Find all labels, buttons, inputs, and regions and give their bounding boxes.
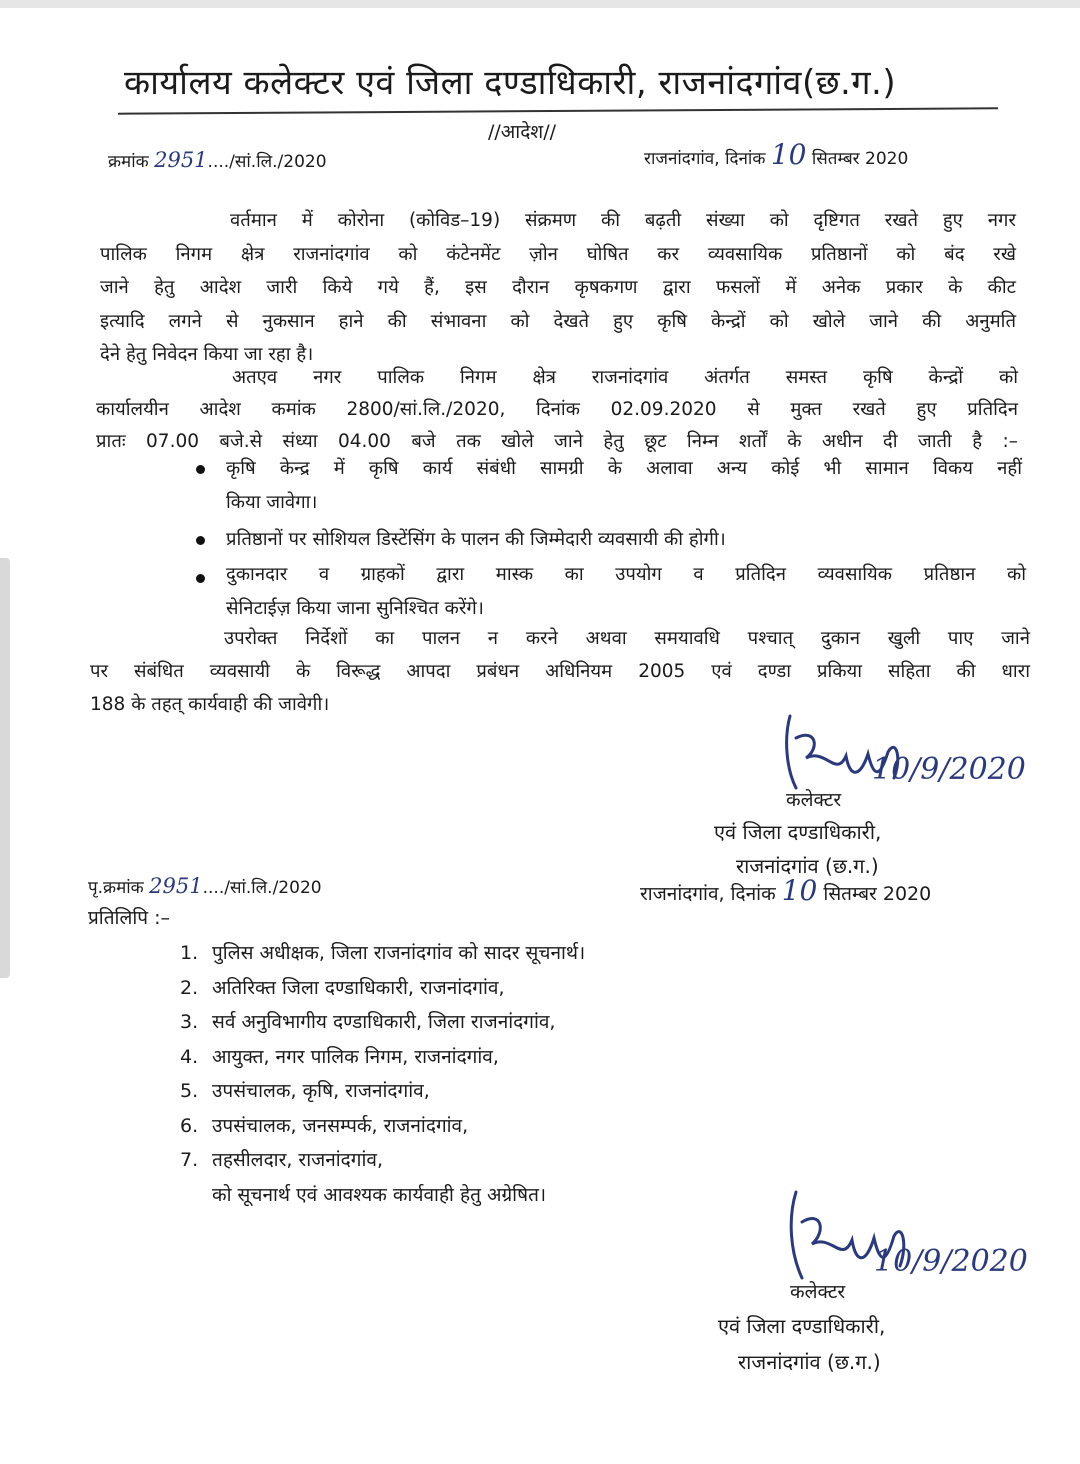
body-paragraph-3 [90,622,1030,721]
copy-date-prefix: राजनांदगांव, दिनांक [640,883,776,905]
list-item-number: 7. [180,1149,199,1171]
condition-line: सेनिटाईज़ किया जाना सुनिश्चित करेंगे। [226,598,484,619]
list-item-number: 2. [180,976,199,999]
signature-1-designation: कलेक्टर [786,789,842,811]
list-item [180,1143,585,1178]
list-item [180,936,585,971]
list-item [180,1074,585,1109]
list-item-text: उपसंचालक, जनसम्पर्क, राजनांदगांव, [212,1114,469,1137]
condition-line: दुकानदार व ग्राहकों द्वारा मास्क का उपयोग व प्रतिदिन व्यवसायिक प्रतिष्ठान को [226,564,1026,585]
copy-to-heading: प्रतिलिपि :– [88,907,171,929]
list-item [180,1040,585,1075]
order-date [644,138,908,171]
condition-line: किया जावेगा। [226,492,318,513]
signature-2-designation: कलेक्टर [790,1281,846,1303]
bullet-dot [196,465,205,474]
order-heading: //आदेश// [488,121,557,143]
list-item-number: 3. [180,1011,199,1033]
list-item-text: तहसीलदार, राजनांदगांव, [212,1149,383,1171]
scan-top-edge [0,0,1080,8]
list-item-number: 4. [180,1045,199,1068]
date-month-year: सितम्बर 2020 [811,149,909,169]
reference-number [108,148,327,172]
signature-2-designation-2: एवं जिला दण्डाधिकारी, [718,1314,886,1338]
list-item-text: अतिरिक्त जिला दण्डाधिकारी, राजनांदगांव, [212,976,505,999]
condition-1 [226,452,1022,520]
condition-line: कृषि केन्द्र में कृषि कार्य संबंधी सामग्री के अलावा अन्य कोई भी सामान विकय नहीं [226,458,1022,479]
signature-1-date: 10/9/2020 [872,752,1026,787]
para1-line: पालिक निगम क्षेत्र राजनांदगांव को कंटेनमेंट ज़ोन घोषित कर व्यवसायिक प्रतिष्ठानों को बंद रखे [100,243,1016,265]
para2-line: अतएव नगर पालिक निगम क्षेत्र राजनांदगांव अंतर्गत समस्त कृषि केन्द्रों को [232,367,1018,388]
copy-date-month-year: सितम्बर 2020 [823,883,932,905]
para2-line: प्रातः 07.00 बजे.से संध्या 04.00 बजे तक खोले जाने हेतु छूट निम्न शर्तों के अधीन दी जाती है :– [96,431,1018,452]
list-item-text: सर्व अनुविभागीय दण्डाधिकारी, जिला राजनांदगांव, [212,1011,556,1033]
signature-2-place: राजनांदगांव (छ.ग.) [738,1350,881,1374]
para2-line: कार्यालयीन आदेश कमांक 2800/सां.लि./2020, दिनांक 02.09.2020 से मुक्त रखते हुए प्रतिदिन [96,399,1018,420]
list-item-text: पुलिस अधीक्षक, जिला राजनांदगांव को सादर सूचनार्थ। [212,942,586,964]
signature-1-designation-2: एवं जिला दण्डाधिकारी, [714,820,882,844]
header-underline [118,107,998,114]
date-prefix: राजनांदगांव, दिनांक [644,149,766,169]
copy-to-list [180,936,585,1212]
office-header: कार्यालय कलेक्टर एवं जिला दण्डाधिकारी, राजनांदगांव(छ.ग.) [124,63,897,103]
condition-3 [226,558,1026,626]
signature-2-date: 10/9/2020 [874,1244,1028,1279]
copy-reference-handwritten-number: 2951 [149,874,203,898]
copy-date-handwritten-day: 10 [781,874,818,907]
list-item [180,1109,585,1144]
copy-reference-suffix: ..../सां.लि./2020 [202,878,322,898]
list-item-number: 6. [180,1114,199,1137]
list-item-text: आयुक्त, नगर पालिक निगम, राजनांदगांव, [212,1045,499,1068]
scan-side-tab [0,558,10,978]
para1-line: इत्यादि लगने से नुकसान हाने की संभावना को देखते हुए कृषि केन्द्रों को खोले जाने की अनुमति [100,310,1016,332]
condition-2 [226,523,1022,557]
list-item-text: उपसंचालक, कृषि, राजनांदगांव, [212,1080,430,1102]
para3-line: उपरोक्त निर्देशों का पालन न करने अथवा समयावधि पश्चात् दुकान खुली पाए जाने [224,628,1030,649]
copy-reference-number [88,874,322,898]
bullet-dot [196,536,205,545]
copy-to-closing [180,1178,585,1213]
list-item [180,971,585,1006]
list-item-number: 1. [180,942,199,964]
bullet-dot [196,574,205,583]
body-paragraph-1 [100,204,1016,372]
list-item [180,1005,585,1040]
reference-handwritten-number: 2951 [154,148,208,172]
condition-line: प्रतिष्ठानों पर सोशियल डिस्टेंसिंग के पालन की जिम्मेदारी व्यवसायी की होगी। [226,529,726,550]
reference-prefix: क्रमांक [108,152,149,172]
list-item-number: 5. [180,1080,199,1102]
para3-line: 188 के तहत् कार्यवाही की जावेगी। [90,694,330,715]
date-handwritten-day: 10 [770,138,807,171]
copy-reference-prefix: पृ.क्रमांक [88,878,144,898]
para1-line: जाने हेतु आदेश जारी किये गये हैं, इस दौरान कृषकगण द्वारा फसलों में अनेक प्रकार के कीट [100,277,1016,298]
copy-date [640,874,931,907]
signature-1-place: राजनांदगांव (छ.ग.) [736,854,879,878]
para1-line: वर्तमान में कोरोना (कोविड–19) संक्रमण की बढ़ती संख्या को दृष्टिगत रखते हुए नगर [230,210,1016,231]
closing-text: को सूचनार्थ एवं आवश्यक कार्यवाही हेतु अग्रेषित। [212,1183,547,1206]
reference-suffix: ..../सां.लि./2020 [207,152,327,172]
para3-line: पर संबंधित व्यवसायी के विरूद्ध आपदा प्रबंधन अधिनियम 2005 एवं दण्डा प्रकिया सहिता की धारा [90,661,1030,682]
body-paragraph-2 [96,362,1018,458]
para1-line: देने हेतु निवेदन किया जा रहा है। [100,344,314,365]
